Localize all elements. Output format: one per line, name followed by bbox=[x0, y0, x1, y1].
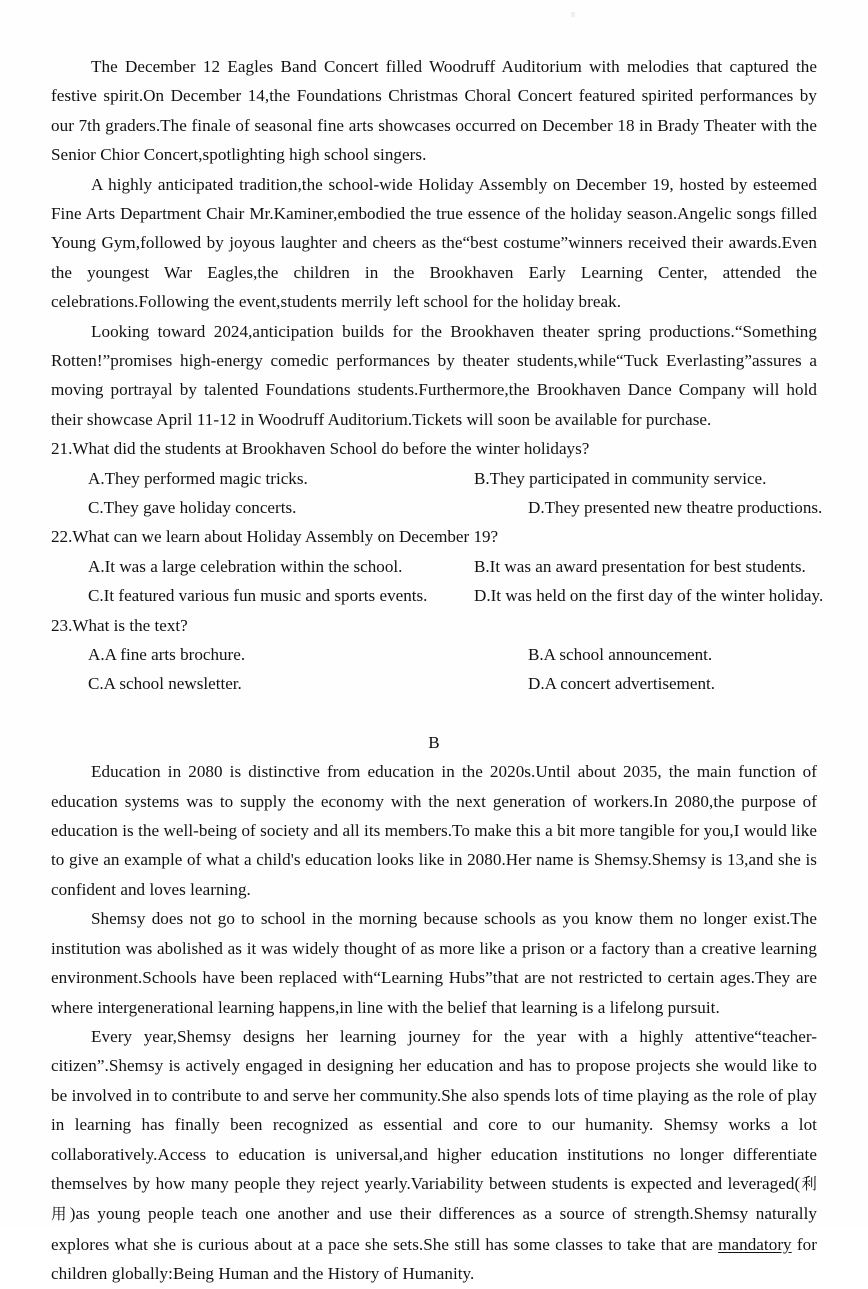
passage-a-paragraph-2: A highly anticipated tradition,the school-wide Holiday Assembly on December 19, hosted by esteemed Fine Arts Department Chair Mr.Kaminer,embodied the true essence of the holiday season.Angelic songs filled Young Gym,followed by joyous laughter and cheers as the“best costume”winners received their awards.Even the youngest War Eagles,the children in the Brookhaven Early Learning Center, attended the celebrations.Following the event,students merrily left school for the holiday break. bbox=[51, 174, 817, 312]
question-21-options-row-1 bbox=[51, 464, 817, 493]
question-22-stem: 22.What can we learn about Holiday Assembly on December 19? bbox=[51, 527, 499, 547]
section-gap bbox=[51, 699, 817, 728]
question-21-stem: 21.What did the students at Brookhaven School do before the winter holidays? bbox=[51, 439, 590, 459]
question-21-option-c[interactable]: C.They gave holiday concerts. bbox=[88, 498, 297, 518]
question-22-option-d[interactable]: D.It was held on the first day of the winter holiday. bbox=[474, 586, 824, 606]
passage-b-paragraph-3-text-part-1: Every year,Shemsy designs her learning journey for the year with a highly attentive“teacher-citizen”.Shemsy is actively engaged in designing her education and has to propose projects she would like to be involved in to contribute to and serve her community.She also spends lots of time playing as the role of play in learning has finally been recognized as essential and core to our humanity. Shemsy works a lot collaboratively.Access to education is universal,and higher education institutions no longer differentiate themselves by how many people they reject yearly.Variability between students is expected and leveraged( bbox=[51, 1026, 817, 1193]
passage-b-paragraph-1: Education in 2080 is distinctive from education in the 2020s.Until about 2035, the main function of education systems was to supply the economy with the next generation of workers.In 2080,the purpose of education is the well-being of society and all its members.To make this a bit more tangible for you,I would like to give an example of what a child's education looks like in 2080.Her name is Shemsy.Shemsy is 13,and she is confident and loves learning. bbox=[51, 762, 817, 899]
question-23-option-b[interactable]: B.A school announcement. bbox=[528, 645, 713, 665]
question-23-option-a[interactable]: A.A fine arts brochure. bbox=[88, 645, 246, 665]
chinese-gloss-liyong: 利用 bbox=[51, 1174, 817, 1224]
question-22-option-b[interactable]: B.It was an award presentation for best students. bbox=[474, 556, 806, 576]
passage-b-paragraph-3 bbox=[51, 1022, 817, 1289]
passage-b-label: B bbox=[428, 732, 440, 752]
question-23-option-c[interactable]: C.A school newsletter. bbox=[88, 674, 242, 694]
question-22-options-row-2 bbox=[51, 581, 824, 610]
question-23-options-row-2 bbox=[51, 669, 817, 698]
scan-speck bbox=[571, 12, 575, 17]
question-23-stem: 23.What is the text? bbox=[51, 615, 188, 635]
passage-a-paragraph-1: The December 12 Eagles Band Concert filled Woodruff Auditorium with melodies that captured the festive spirit.On December 14,the Foundations Christmas Choral Concert featured spirited performances by our 7th graders.The finale of seasonal fine arts showcases occurred on December 18 in Brady Theater with the Senior Chior Concert,spotlighting high school singers. bbox=[51, 57, 817, 165]
document-content bbox=[51, 52, 824, 1289]
question-22-option-c[interactable]: C.It featured various fun music and sports events. bbox=[88, 586, 428, 606]
passage-b-paragraph-3-text-part-2: )as young people teach one another and use their differences as a source of strength.Shemsy naturally explores what she is curious about at a pace she sets.She still has some classes to take that are bbox=[51, 1204, 817, 1254]
passage-b-paragraph-2: Shemsy does not go to school in the morning because schools as you know them no longer exist.The institution was abolished as it was widely thought of as more like a prison or a factory than a creative learning environment.Schools have been replaced with“Learning Hubs”that are not restricted to certain ages.They are where intergenerational learning happens,in line with the belief that learning is a lifelong pursuit. bbox=[51, 909, 817, 1017]
question-23-options-row-1 bbox=[51, 640, 817, 669]
question-21-option-d[interactable]: D.They presented new theatre productions. bbox=[528, 498, 823, 518]
underlined-word-mandatory: mandatory bbox=[718, 1234, 792, 1254]
passage-b-paragraph-3-text-part-3: for children globally:Being Human and the History of Humanity. bbox=[51, 1234, 818, 1284]
question-21-option-b[interactable]: B.They participated in community service. bbox=[474, 468, 767, 488]
question-22-option-a[interactable]: A.It was a large celebration within the school. bbox=[88, 556, 403, 576]
question-21-options-row-2 bbox=[51, 493, 823, 522]
question-22-options-row-1 bbox=[51, 552, 817, 581]
question-21-option-a[interactable]: A.They performed magic tricks. bbox=[88, 468, 308, 488]
passage-a-paragraph-3: Looking toward 2024,anticipation builds for the Brookhaven theater spring productions.“Something Rotten!”promises high-energy comedic performances by theater students,while“Tuck Everlasting”assures a moving portrayal by talented Foundations students.Furthermore,the Brookhaven Dance Company will hold their showcase April 11-12 in Woodruff Auditorium.Tickets will soon be available for purchase. bbox=[51, 321, 817, 429]
question-23-option-d[interactable]: D.A concert advertisement. bbox=[528, 674, 716, 694]
